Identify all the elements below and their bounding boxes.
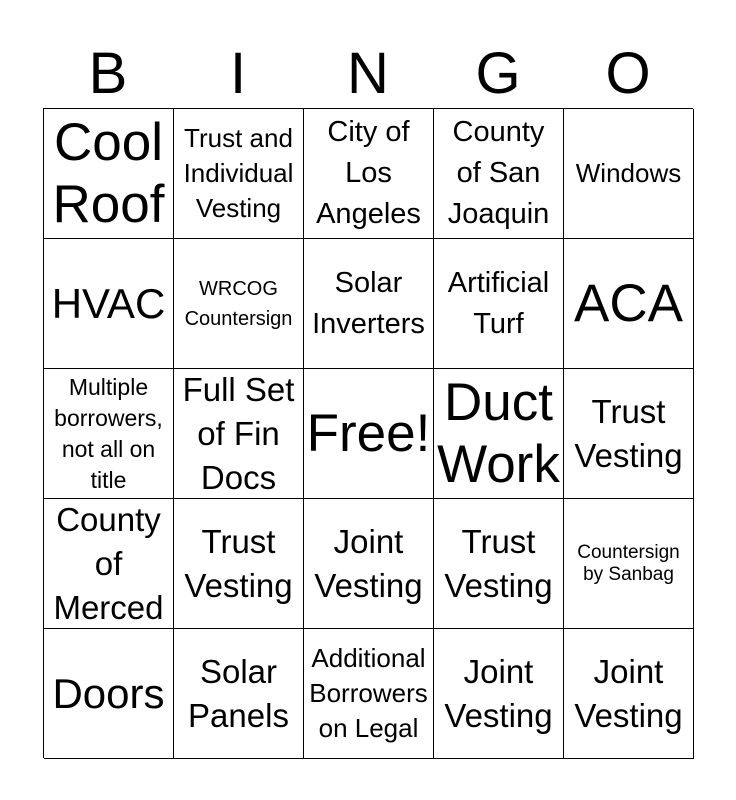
header-letter-o: O — [605, 41, 651, 106]
bingo-cell-label: HVAC — [51, 279, 166, 327]
bingo-cell-label: ACA — [574, 273, 683, 333]
bingo-cell-label: Solar Inverters — [312, 266, 425, 340]
bingo-cell-label: Cool Roof — [52, 112, 165, 234]
header-letter-g: G — [475, 41, 521, 106]
bingo-cell-label: Joint Vesting — [444, 652, 553, 734]
bingo-cell-label: Windows — [575, 158, 682, 188]
bingo-cell-label: Duct Work — [437, 372, 560, 494]
bingo-cell-label: Countersign by Sanbag — [577, 541, 680, 585]
bingo-cell[interactable] — [304, 629, 434, 759]
bingo-cell-label: Trust Vesting — [574, 392, 683, 474]
bingo-cell[interactable] — [564, 239, 694, 369]
bingo-cell[interactable] — [174, 109, 304, 239]
bingo-header — [43, 40, 693, 108]
bingo-cell[interactable] — [434, 629, 564, 759]
bingo-cell[interactable] — [564, 629, 694, 759]
bingo-cell[interactable] — [434, 499, 564, 629]
bingo-cell[interactable] — [304, 109, 434, 239]
header-letter-b: B — [88, 41, 128, 106]
bingo-cell-label: Joint Vesting — [574, 652, 683, 734]
bingo-cell[interactable] — [304, 239, 434, 369]
bingo-cell[interactable] — [44, 629, 174, 759]
bingo-cell[interactable] — [174, 629, 304, 759]
bingo-cell[interactable] — [434, 369, 564, 499]
bingo-cell[interactable] — [44, 499, 174, 629]
bingo-cell-label: Multiple borrowers, not all on title — [54, 373, 163, 493]
bingo-cell-label: WRCOG Countersign — [184, 277, 293, 330]
bingo-cell-label: City of Los Angeles — [316, 116, 421, 230]
bingo-cell[interactable] — [564, 499, 694, 629]
bingo-cell[interactable] — [44, 239, 174, 369]
bingo-cell[interactable] — [564, 109, 694, 239]
bingo-cell[interactable] — [44, 109, 174, 239]
bingo-cell-label: County of San Joaquin — [447, 116, 550, 230]
bingo-cell[interactable] — [434, 239, 564, 369]
bingo-cell-label: Trust Vesting — [184, 522, 293, 604]
bingo-cell-label: Full Set of Fin Docs — [182, 370, 295, 496]
bingo-cell[interactable] — [174, 369, 304, 499]
bingo-cell-label: Trust and Individual Vesting — [183, 123, 294, 223]
bingo-cell-label: Trust Vesting — [444, 522, 553, 604]
bingo-cell-label: Doors — [52, 669, 165, 717]
bingo-cell-label: Joint Vesting — [314, 522, 423, 604]
bingo-cell-label: Additional Borrowers on Legal — [309, 643, 428, 743]
bingo-cell-label: Solar Panels — [188, 652, 289, 734]
bingo-cell-label: County of Merced — [53, 500, 164, 626]
bingo-cell[interactable] — [304, 369, 434, 499]
header-letter-n: N — [347, 41, 389, 106]
bingo-cell[interactable] — [434, 109, 564, 239]
bingo-cell-label: Free! — [306, 403, 431, 463]
bingo-cell[interactable] — [304, 499, 434, 629]
bingo-cell[interactable] — [564, 369, 694, 499]
bingo-cell[interactable] — [174, 499, 304, 629]
bingo-cell[interactable] — [174, 239, 304, 369]
header-letter-i: I — [229, 41, 247, 106]
bingo-cell[interactable] — [44, 369, 174, 499]
bingo-cell-label: Artificial Turf — [447, 266, 550, 340]
bingo-card-grid — [43, 108, 693, 758]
